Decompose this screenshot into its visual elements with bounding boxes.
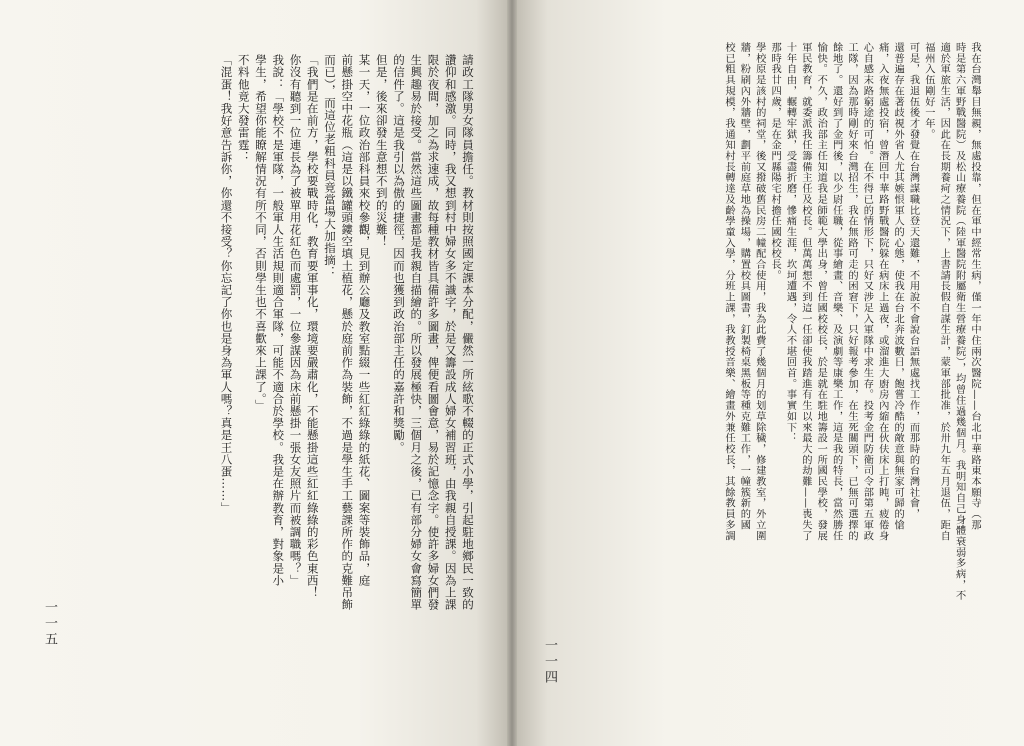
- text-line: 前懸掛空中花瓶（這是以鐵罐頭鏤空填土植花，懸於庭前作為裝飾，不過是學生手工藝課所作的克難吊飾: [340, 54, 355, 611]
- text-line: 十年自由，輾轉牢獄，受盡折磨，慘痛生涯，坎坷遭遇，令人不堪回首。事實如下：: [784, 42, 797, 444]
- text-line: 心自感末路窮途的可怕。在不得已的情形下，只好又涉足入軍隊中求生存。投考金門防衛司令部第五軍政: [861, 42, 874, 542]
- right-page-text: [572, 42, 982, 612]
- text-line: 餘地了。還好到了金門後，以少尉任職，從事繪畫、音樂、及演劇等康樂工作，這是我的特長，當然勝任: [830, 42, 843, 542]
- text-line: 愉快。不久，政治部主任知道我是師範大學出身，曾任國校校長，於是就在駐地籌設一所國民學校，發展: [815, 42, 828, 542]
- text-line: 我說：「學校不是軍隊，一般軍人生活規則適合軍隊，可能不適合於學校。我是在辦教育，對象是小: [271, 54, 286, 587]
- text-line: 學校原是該村的祠堂，後又撥破舊民房二幢配合使用，我為此費了幾個月的划草除穢，修建教室，外立圍: [753, 42, 766, 542]
- text-line: 福州入伍剛好一年。: [922, 42, 935, 140]
- text-line: 限於夜間，加之為求速成，故每種教材皆具備許多圖畫，俾便看圖會意，易於記憶念字。使許多婦女們發: [426, 54, 441, 611]
- text-line: 請政工隊男女隊員擔任。教材則按照國定課本分配，儼然一所絃歌不輟的正式小學，引起駐地鄉民一致的: [461, 54, 475, 611]
- text-line: 還普遍存在著歧視外省人尤其嫉恨軍人的心態，使我在台北奔波數日，飽嘗冷酷的敵意與無家可歸的愴: [892, 42, 905, 531]
- text-line: 校已粗具規模，我通知村長轉達及齡學童入學，分班上課，我教授音樂、繪畫外兼任校長，其餘教員多調: [723, 42, 735, 542]
- text-line: 適於軍旅生活，因此在長期養疴之情況下，上書請長假自謀生計，蒙軍部批准，於卅九年五月退伍，距自: [938, 42, 951, 542]
- text-line: 某一天，一位政治部科員來校參觀，見到辦公廳及教室點綴一些紅紅綠綠的紙花、圖案等裝飾品，庭: [357, 54, 372, 587]
- left-page-number: 一一五: [42, 600, 57, 648]
- text-line: 「混蛋！我好意告訴你，你還不接受？你忘記了你也是身為軍人嗎？真是王八蛋……」: [219, 54, 234, 514]
- text-line: 軍民教育，就委派我任籌備主任及校長。但萬萬想不到這一任卻使我踏進有生以來最大的劫難——喪失了: [799, 42, 812, 542]
- text-line: 你沒有聽到一位連長為了被單用花紅色而處罰，一位參謀因為床前懸掛一張女友照片而被調職嗎？」: [288, 54, 303, 587]
- text-line: 的信件了。這是我引以為傲的捷徑，因而也獲到政治部主任的嘉許和獎勵。: [392, 54, 406, 454]
- text-line: 可是，我退伍後才發覺在台灣謀職比登天還難，不用說不會說台語無處找工作，而那時的台灣社會，: [907, 42, 920, 520]
- text-line: 但是，後來卻發生意想不到的災難！: [374, 54, 389, 248]
- text-line: 不料他竟大發雷霆：: [236, 54, 251, 163]
- text-line: 學生，希望你能瞭解情況有所不同，否則學生也不喜歡來上課了。」: [254, 54, 268, 412]
- text-line: 「我們是在前方，學校要戰時化，教育要軍事化，環境要嚴肅化，不能懸掛這些紅紅綠綠的彩色東西！: [305, 54, 320, 599]
- right-page-number: 一一四: [542, 638, 557, 686]
- text-line: 我在台灣舉目無親，無處投靠，但在軍中經常生病，僅一年中住兩次醫院——台北中華路東本願寺（那: [969, 42, 981, 531]
- left-page-text: [80, 54, 476, 616]
- text-line: 痛，入夜無處投宿，曾潛回中華路野戰醫院躲在病床上過夜，或溜進大廚房內縮在伙伕床上打盹，疲倦身: [876, 42, 889, 542]
- text-line: 而已），而這位老粗科員竟當場大加指摘：: [323, 54, 337, 279]
- text-line: 牆，粉刷內外牆壁，劃平前庭草地為操場，購置校具圖書，釘製椅桌黑板等種克難工作，一幢簇新的國: [738, 42, 751, 531]
- text-line: 工隊，因為那時剛好來台灣招生，我在無路可走的困窘下，只好報考參加，在生死關頭下，已無可選擇的: [846, 42, 858, 542]
- right-page: [512, 0, 1024, 746]
- text-line: 讚仰和感激。同時，我又想到村中婦女多不識字，於是又籌設成人婦女補習班，由我親自授課。因為上課: [443, 54, 458, 611]
- text-line: 生興趣易於接受。當然這些圖畫都是我親自描繪的。所以發展極快，三個月之後，已有部分婦女會寫簡單: [409, 54, 424, 611]
- book-gutter: [507, 0, 517, 746]
- text-line: 那時我廿四歲，是在金門縣陽宅村擔任國校校長。: [769, 42, 782, 281]
- text-line: 時是第六軍野戰醫院）及松山療養院（陸軍醫院附屬衛生營療養院），均曾住過幾個月。我明知自己身體衰弱多病，不: [953, 42, 966, 602]
